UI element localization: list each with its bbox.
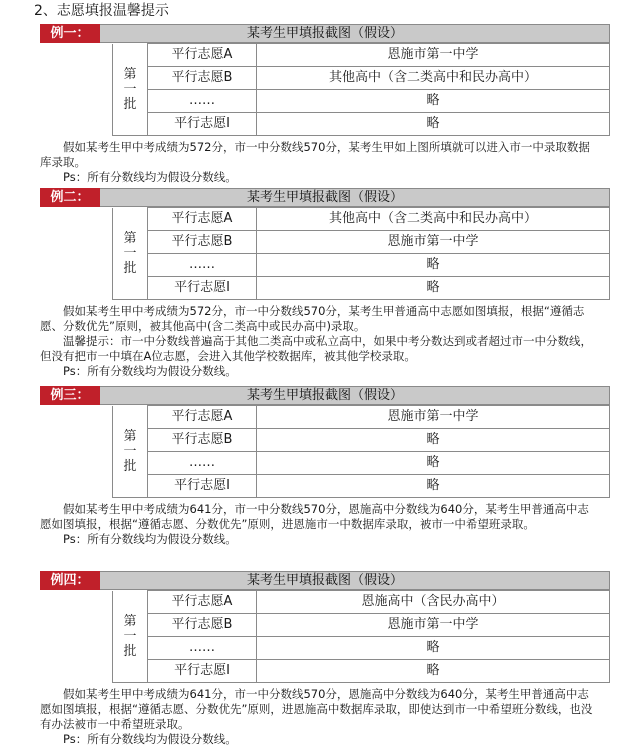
volunteer-label: 平行志愿A <box>148 591 257 614</box>
volunteer-label: …… <box>148 254 257 277</box>
volunteer-value: 略 <box>257 113 610 136</box>
volunteer-label: …… <box>148 637 257 660</box>
example-ps: Ps：所有分数线均为假设分数线。 <box>63 170 237 184</box>
example-ps: Ps：所有分数线均为假设分数线。 <box>63 532 237 546</box>
volunteer-table <box>112 590 610 683</box>
volunteer-label: 平行志愿B <box>148 231 257 254</box>
batch-label: 第 一 批 <box>113 406 148 498</box>
example-3 <box>40 386 610 547</box>
volunteer-table <box>112 43 610 136</box>
volunteer-value: 恩施高中（含民办高中） <box>257 591 610 614</box>
example-badge: 例一： <box>40 24 100 43</box>
volunteer-value: 略 <box>257 475 610 498</box>
volunteer-label: 平行志愿B <box>148 614 257 637</box>
example-header <box>40 24 610 43</box>
volunteer-value: 略 <box>257 254 610 277</box>
example-1 <box>40 24 610 185</box>
example-2 <box>40 188 610 379</box>
volunteer-label: …… <box>148 452 257 475</box>
volunteer-value: 其他高中（含二类高中和民办高中） <box>257 67 610 90</box>
volunteer-label: 平行志愿B <box>148 429 257 452</box>
volunteer-value: 恩施市第一中学 <box>257 614 610 637</box>
example-ps: Ps：所有分数线均为假设分数线。 <box>63 364 237 378</box>
volunteer-value: 其他高中（含二类高中和民办高中） <box>257 208 610 231</box>
volunteer-label: …… <box>148 90 257 113</box>
volunteer-value: 略 <box>257 429 610 452</box>
example-caption: 某考生甲填报截图（假设） <box>246 26 403 41</box>
example-explanation: 假如某考生甲中考成绩为641分，市一中分数线570分，恩施高中分数线为640分，某考生甲普通高中志愿如图填报，根据“遵循志愿、分数优先”原则，进恩施市一中数据库录取，被市一中希望班录取。 <box>40 502 589 531</box>
volunteer-label: 平行志愿B <box>148 67 257 90</box>
volunteer-label: 平行志愿A <box>148 208 257 231</box>
volunteer-label: 平行志愿I <box>148 660 257 683</box>
volunteer-value: 略 <box>257 90 610 113</box>
volunteer-label: 平行志愿I <box>148 475 257 498</box>
volunteer-value: 略 <box>257 637 610 660</box>
volunteer-value: 略 <box>257 660 610 683</box>
example-badge: 例二： <box>40 188 100 207</box>
example-badge: 例四： <box>40 571 100 590</box>
example-header <box>40 188 610 207</box>
batch-label: 第 一 批 <box>113 591 148 683</box>
example-ps: Ps：所有分数线均为假设分数线。 <box>63 732 237 746</box>
volunteer-value: 略 <box>257 452 610 475</box>
example-explanation: 假如某考生甲中考成绩为572分，市一中分数线570分，某考生甲普通高中志愿如图填报，根据“遵循志愿、分数优先”原则，被其他高中(含二类高中或民办高中)录取。 <box>40 304 585 333</box>
example-caption: 某考生甲填报截图（假设） <box>246 388 403 403</box>
volunteer-value: 略 <box>257 277 610 300</box>
example-header <box>40 386 610 405</box>
example-tip: 温馨提示：市一中分数线普遍高于其他二类高中或私立高中，如果中考分数达到或者超过市一中分数线，但没有把市一中填在A位志愿，会进入其他学校数据库，被其他学校录取。 <box>40 334 592 363</box>
volunteer-value: 恩施市第一中学 <box>257 44 610 67</box>
volunteer-label: 平行志愿I <box>148 113 257 136</box>
batch-label: 第 一 批 <box>113 44 148 136</box>
volunteer-value: 恩施市第一中学 <box>257 406 610 429</box>
volunteer-table <box>112 207 610 300</box>
volunteer-table <box>112 405 610 498</box>
example-explanation: 假如某考生甲中考成绩为572分，市一中分数线570分，某考生甲如上图所填就可以进入市一中录取数据库录取。 <box>40 140 590 169</box>
example-header <box>40 571 610 590</box>
volunteer-label: 平行志愿A <box>148 406 257 429</box>
example-explanation: 假如某考生甲中考成绩为641分，市一中分数线570分，恩施高中分数线为640分，某考生甲普通高中志愿如图填报，根据“遵循志愿、分数优先”原则，进恩施高中数据库录取，即使达到市一中希望班分数线，也没有办法被市一中希望班录取。 <box>40 687 593 731</box>
volunteer-value: 恩施市第一中学 <box>257 231 610 254</box>
example-caption: 某考生甲填报截图（假设） <box>246 190 403 205</box>
section-title: 2、志愿填报温馨提示 <box>34 3 169 19</box>
batch-label: 第 一 批 <box>113 208 148 300</box>
volunteer-label: 平行志愿I <box>148 277 257 300</box>
example-4 <box>40 571 610 747</box>
example-caption: 某考生甲填报截图（假设） <box>246 573 403 588</box>
example-badge: 例三： <box>40 386 100 405</box>
volunteer-label: 平行志愿A <box>148 44 257 67</box>
